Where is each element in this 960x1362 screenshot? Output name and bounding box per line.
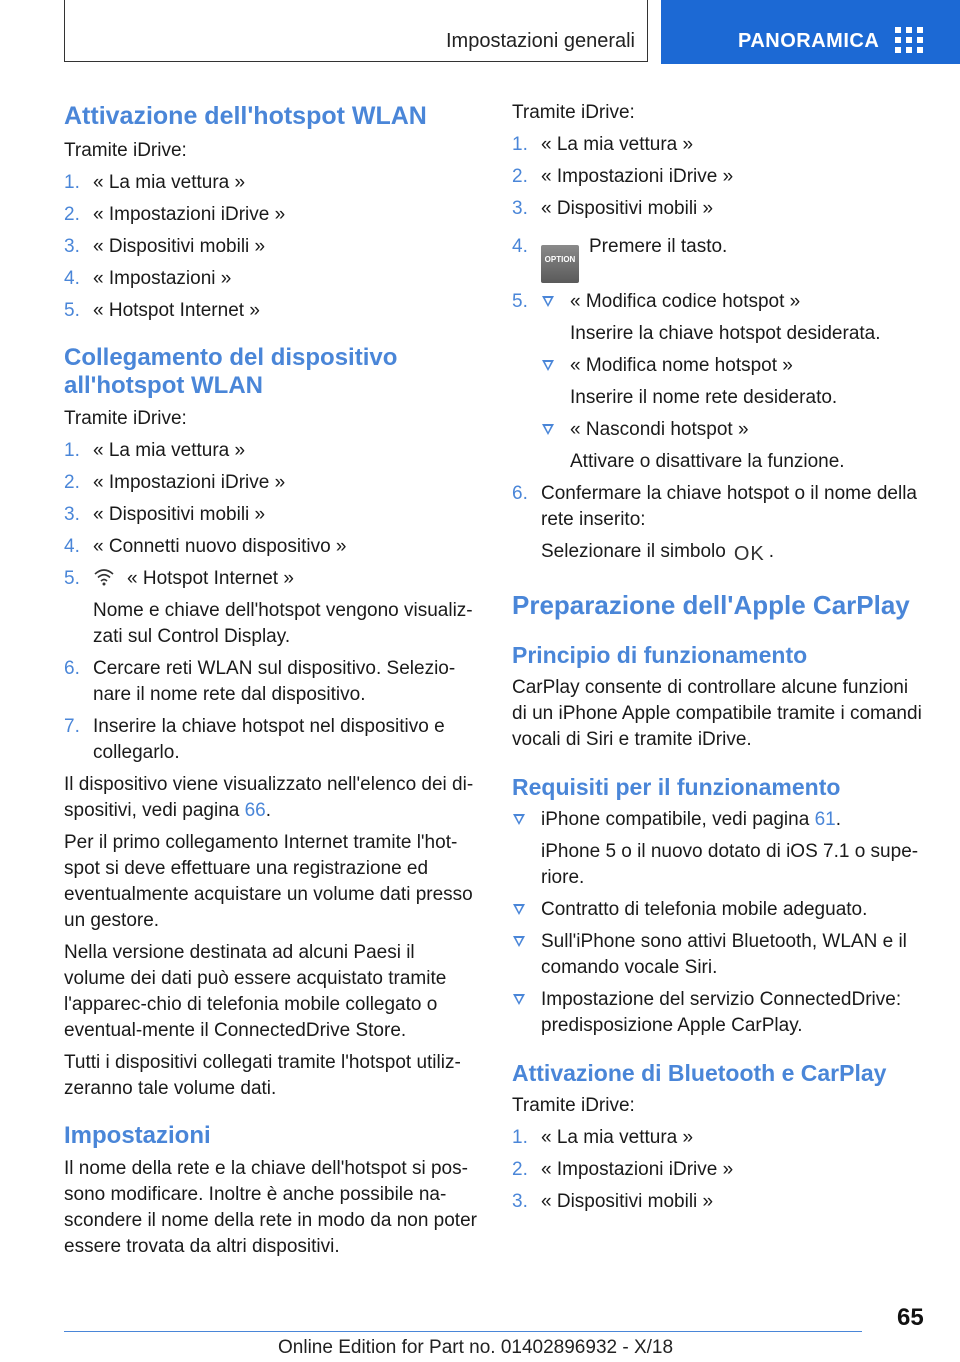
wifi-icon [93,568,115,586]
via-idrive-label: Tramite iDrive: [512,1095,635,1116]
list-item: iPhone compatibile, vedi pagina 61. iPhone 5 o il nuovo dotato di iOS 7.1 o supe-riore. [512,807,928,891]
list-item: 6. Cercare reti WLAN sul dispositivo. Selezio-nare il nome rete dal dispositivo. [64,658,456,705]
via-idrive-label: Tramite iDrive: [64,408,187,429]
list-item: 6. Confermare la chiave hotspot o il nome della rete inserito: Selezionare il simbolo OK . [512,483,917,565]
list-item: 1. « La mia vettura » [64,172,246,193]
paragraph: Per il primo collegamento Internet tramite l'hot-spot si deve effettuare una registrazione ed eventualmente acquistare un volume dati presso un gestore. [64,832,473,931]
step5-options [541,289,928,475]
heading-device-connect: Collegamento del dispositivo all'hotspot WLAN [64,344,398,399]
paragraph: Il dispositivo viene visualizzato nell'elenco dei di-spositivi, vedi pagina 66. [64,774,474,821]
heading-settings: Impostazioni [64,1122,211,1149]
list-item: Sull'iPhone sono attivi Bluetooth, WLAN e il comando vocale Siri. [512,929,928,981]
heading-requirements: Requisiti per il funzionamento [512,774,841,800]
hotspot-settings-steps [512,132,928,567]
requirements-list [512,807,928,1039]
list-item: « Modifica nome hotspot » Inserire il nome rete desiderato. [541,353,928,411]
bullet-triangle-icon [513,814,525,825]
via-idrive-label: Tramite iDrive: [512,102,635,123]
list-item: 3. « Dispositivi mobili » [512,1191,714,1212]
list-item: 1. « La mia vettura » [512,134,694,155]
left-column [64,100,480,1266]
page-number: 65 [897,1304,924,1331]
heading-carplay: Preparazione dell'Apple CarPlay [512,590,910,620]
list-item: 5. « Hotspot Internet » Nome e chiave dell'hotspot vengono visualiz-zati sul Control Display. [64,568,473,647]
list-item: 2. « Impostazioni iDrive » [512,166,734,187]
list-item: 4. OPTIONPremere il tasto. [512,234,928,283]
list-item: 2. « Impostazioni iDrive » [512,1159,734,1180]
bullet-triangle-icon [513,936,525,947]
paragraph: CarPlay consente di controllare alcune funzioni di un iPhone Apple compatibile tramite i comandi vocali di Siri e tramite iDrive. [512,677,922,750]
list-item: 3. « Dispositivi mobili » [64,236,266,257]
list-item: 3. « Dispositivi mobili » [512,198,714,219]
list-item: 5. « Hotspot Internet » [64,300,260,321]
paragraph: Tutti i dispositivi collegati tramite l'hotspot utiliz-zeranno tale volume dati. [64,1052,461,1099]
page-link-61[interactable]: 61 [814,809,836,830]
heading-bluetooth-carplay: Attivazione di Bluetooth e CarPlay [512,1060,887,1086]
paragraph: Il nome della rete e la chiave dell'hotspot si pos-sono modificare. Inoltre è anche possibile na-scondere il nome della rete in modo da non poter essere trovata da altri dispositivi. [64,1158,477,1257]
bullet-triangle-icon [513,904,525,915]
via-idrive-label: Tramite iDrive: [64,140,187,161]
list-item: Impostazione del servizio ConnectedDrive: predisposizione Apple CarPlay. [512,987,928,1039]
page-link-66[interactable]: 66 [244,800,266,821]
grid-icon [895,27,923,53]
list-item: Contratto di telefonia mobile adeguato. [512,897,928,923]
list-item: 5. « Modifica codice hotspot » Inserire la chiave hotspot desiderata. « Modifica nome hotspot » Inserire il nome rete desiderato. « Nascondi hotspot » Attivare o disattivare la funzione. [512,289,928,475]
bullet-triangle-icon [542,296,554,307]
list-item: 1. « La mia vettura » [512,1127,694,1148]
list-item: « Modifica codice hotspot » Inserire la chiave hotspot desiderata. [541,289,928,347]
heading-hotspot-activation: Attivazione dell'hotspot WLAN [64,102,427,130]
header-section-box [64,0,648,62]
connect-steps [64,438,480,766]
list-item: 4. « Connetti nuovo dispositivo » [64,536,347,557]
list-item: 7. Inserire la chiave hotspot nel dispositivo e collegarlo. [64,716,445,763]
activation-steps [64,170,480,324]
footer-divider [64,1331,862,1332]
heading-principle: Principio di funzionamento [512,642,808,668]
bluetooth-steps [512,1125,928,1215]
option-button-icon: OPTION [541,245,579,283]
list-item: 2. « Impostazioni iDrive » [64,204,286,225]
list-item: 3. « Dispositivi mobili » [64,504,266,525]
right-column [512,100,928,1221]
header-section-title: Impostazioni generali [446,30,635,52]
footer-edition: Online Edition for Part no. 01402896932 - X/18 [278,1337,674,1358]
bullet-triangle-icon [513,994,525,1005]
bullet-triangle-icon [542,360,554,371]
bullet-triangle-icon [542,424,554,435]
list-item: 2. « Impostazioni iDrive » [64,472,286,493]
list-item: 1. « La mia vettura » [64,440,246,461]
paragraph: Nella versione destinata ad alcuni Paesi il volume dei dati può essere acquistato tramite l'apparec-chio di telefonia mobile collegato o eventual-mente il ConnectedDrive Store. [64,942,447,1041]
ok-symbol-icon: OK [733,543,765,565]
list-item: « Nascondi hotspot » Attivare o disattivare la funzione. [541,417,928,475]
list-item: 4. « Impostazioni » [64,268,232,289]
overview-label: PANORAMICA [738,30,880,52]
overview-button[interactable] [661,0,960,64]
